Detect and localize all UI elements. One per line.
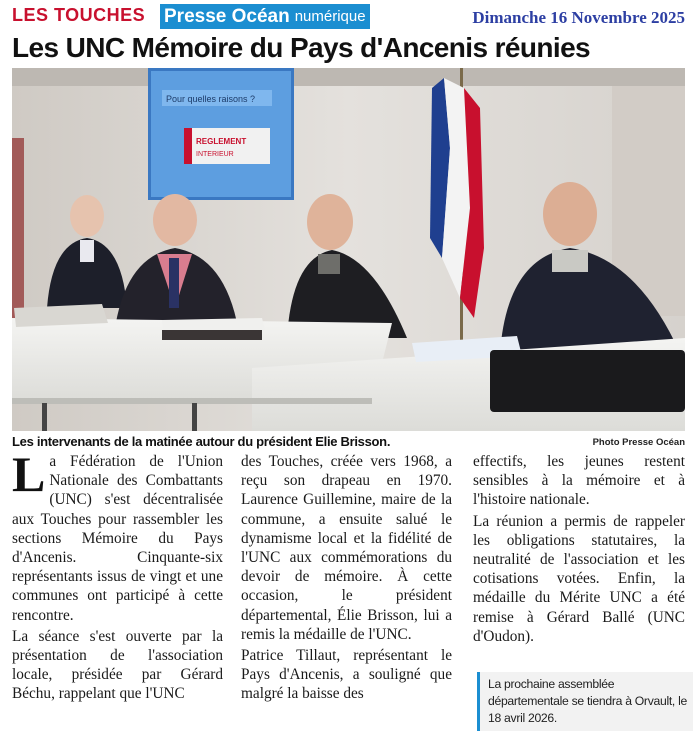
paragraph-2: La séance s'est ouverte par la présentation de l'association locale, présidée par Gérard Béchu, rappelant que l'UNC xyxy=(12,627,223,703)
folder-icon xyxy=(162,330,262,340)
brand-logo[interactable] xyxy=(160,4,370,29)
screen-line3: INTERIEUR xyxy=(196,151,234,158)
paragraph-1-text: a Fédération de l'Union Nationale des Combattants (UNC) s'est décentralisée aux Touches pour rassembler les sections Mémoire du Pays d'Ancenis. Cinquante-six représentants issus de vingt et une communes ont participé à cette rencontre. xyxy=(12,453,223,624)
photo-caption: Les intervenants de la matinée autour du président Elie Brisson. xyxy=(12,434,391,449)
paragraph-3: Patrice Tillaut, représentant le Pays d'Ancenis, a souligné que malgré la baisse des xyxy=(241,647,452,703)
paragraph-3-continued: effectifs, les jeunes restent sensibles à la mémoire et à l'histoire nationale. xyxy=(473,453,685,509)
section-rubric: LES TOUCHES xyxy=(12,5,146,25)
page-header xyxy=(0,0,695,34)
article-column-2 xyxy=(241,452,452,748)
paragraph-4: La réunion a permis de rappeler les obligations statutaires, la neutralité de l'association et les cotisations votées. Enfin, la médaille du Mérite UNC a été remise à Gérard Ballé (UNC d'Oudon). xyxy=(473,512,685,645)
brand-subtitle: numérique xyxy=(294,8,366,25)
paragraph-1 xyxy=(12,446,223,625)
photo-credit: Photo Presse Océan xyxy=(592,437,685,448)
drop-cap: L xyxy=(12,446,46,502)
paragraph-2-continued: des Touches, créée vers 1968, a reçu son drapeau en 1970. Laurence Guillemine, maire de la commune, a ensuite salué le dynamisme local et la fidélité de l'UNC aux commémorations du devoir de mémoire. À cette occasion, le président départemental, Élie Brisson, lui a remis la médaille de l'UNC. xyxy=(241,453,452,643)
screen-line2: REGLEMENT xyxy=(196,137,247,146)
screen-line1: Pour quelles raisons ? xyxy=(166,94,256,104)
projection-screen-icon xyxy=(148,68,294,200)
issue-date: Dimanche 16 Novembre 2025 xyxy=(472,8,685,27)
announcement-note: La prochaine assemblée départementale se tiendra à Orvault, le 18 avril 2026. xyxy=(477,672,693,731)
article-headline: Les UNC Mémoire du Pays d'Ancenis réunies xyxy=(12,32,591,63)
brand-name: Presse Océan xyxy=(164,5,290,27)
photo-caption-row xyxy=(12,433,685,451)
article-column-1 xyxy=(12,446,223,748)
photo-illustration xyxy=(12,68,685,431)
article-photo[interactable] xyxy=(12,68,685,431)
